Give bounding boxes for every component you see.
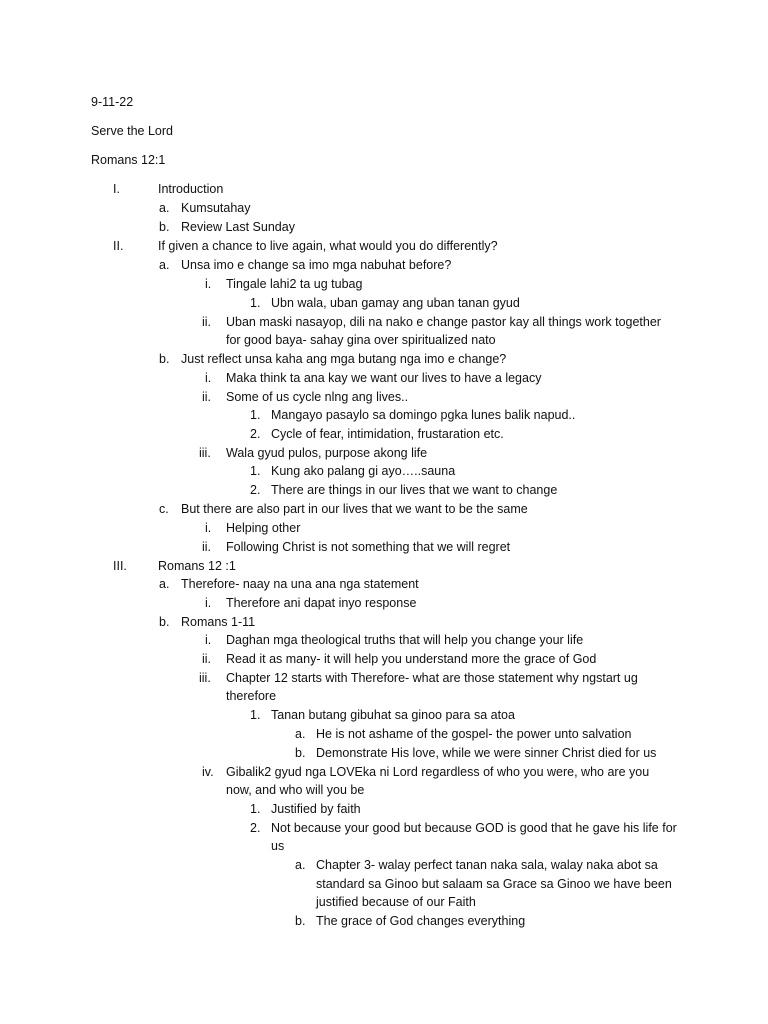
outline-text: Just reflect unsa kaha ang mga butang nga imo e change? bbox=[181, 352, 507, 366]
outline-marker: b. bbox=[295, 746, 306, 760]
outline-marker: 1. bbox=[250, 464, 261, 478]
outline-text: The grace of God changes everything bbox=[316, 914, 526, 928]
outline-marker: a. bbox=[159, 258, 170, 272]
outline-text: justified because of our Faith bbox=[316, 895, 476, 909]
outline-marker: b. bbox=[159, 220, 170, 234]
outline-text: Tingale lahi2 ta ug tubag bbox=[226, 277, 363, 291]
outline-text: There are things in our lives that we want to change bbox=[271, 483, 558, 497]
outline-marker: ii. bbox=[202, 652, 212, 666]
outline-text: Mangayo pasaylo sa domingo pgka lunes balik napud.. bbox=[271, 408, 576, 422]
outline-text: Romans 1-11 bbox=[181, 615, 256, 629]
outline-text: Not because your good but because GOD is good that he gave his life for bbox=[271, 821, 677, 835]
outline-marker: a. bbox=[295, 858, 306, 872]
outline-marker: I. bbox=[113, 182, 120, 196]
outline-text: Daghan mga theological truths that will help you change your life bbox=[226, 633, 584, 647]
outline-marker: ii. bbox=[202, 315, 212, 329]
outline-marker: 1. bbox=[250, 408, 261, 422]
outline-text: Demonstrate His love, while we were sinner Christ died for us bbox=[316, 746, 657, 760]
outline-marker: ii. bbox=[202, 540, 212, 554]
outline-text: Kung ako palang gi ayo…..sauna bbox=[271, 464, 456, 478]
outline-text: Romans 12 :1 bbox=[158, 559, 236, 573]
outline-marker: b. bbox=[159, 352, 170, 366]
outline-marker: i. bbox=[205, 277, 212, 291]
outline-marker: II. bbox=[113, 239, 124, 253]
outline-text: for good baya- sahay gina over spiritualized nato bbox=[226, 333, 496, 347]
outline-text: Review Last Sunday bbox=[181, 220, 295, 234]
outline-text: Maka think ta ana kay we want our lives to have a legacy bbox=[226, 371, 542, 385]
outline-text: Unsa imo e change sa imo mga nabuhat before? bbox=[181, 258, 452, 272]
outline-text: us bbox=[271, 839, 285, 853]
outline-text: Some of us cycle nlng ang lives.. bbox=[226, 390, 409, 404]
scripture-reference: Romans 12:1 bbox=[91, 153, 166, 167]
outline-text: Introduction bbox=[158, 182, 224, 196]
outline-text: Read it as many- it will help you understand more the grace of God bbox=[226, 652, 597, 666]
outline-marker: III. bbox=[113, 559, 127, 573]
outline-text: standard sa Ginoo but salaam sa Grace sa Ginoo we have been bbox=[316, 877, 672, 891]
outline-marker: i. bbox=[205, 521, 212, 535]
outline-marker: c. bbox=[159, 502, 169, 516]
outline-text: Therefore ani dapat inyo response bbox=[226, 596, 417, 610]
outline-marker: iii. bbox=[199, 671, 211, 685]
outline-text: Chapter 12 starts with Therefore- what are those statement why ngstart ug bbox=[226, 671, 638, 685]
outline-marker: 1. bbox=[250, 296, 261, 310]
outline-marker: i. bbox=[205, 596, 212, 610]
outline-marker: i. bbox=[205, 371, 212, 385]
outline-text: Cycle of fear, intimidation, frustaration etc. bbox=[271, 427, 504, 441]
outline-marker: 2. bbox=[250, 427, 261, 441]
outline-marker: ii. bbox=[202, 390, 212, 404]
outline-marker: b. bbox=[295, 914, 306, 928]
outline-text: Following Christ is not something that we will regret bbox=[226, 540, 511, 554]
outline-marker: a. bbox=[295, 727, 306, 741]
outline-text: Ubn wala, uban gamay ang uban tanan gyud bbox=[271, 296, 520, 310]
outline-text: Gibalik2 gyud nga LOVEka ni Lord regardless of who you were, who are you bbox=[226, 765, 650, 779]
document-date: 9-11-22 bbox=[91, 95, 134, 109]
outline-text: Kumsutahay bbox=[181, 201, 251, 215]
outline-marker: 2. bbox=[250, 821, 261, 835]
outline-marker: a. bbox=[159, 201, 170, 215]
outline-text: If given a chance to live again, what would you do differently? bbox=[158, 239, 498, 253]
outline-text: now, and who will you be bbox=[226, 783, 365, 797]
outline-text: Uban maski nasayop, dili na nako e change pastor kay all things work together bbox=[226, 315, 661, 329]
outline-text: therefore bbox=[226, 689, 277, 703]
outline-marker: iv. bbox=[202, 765, 214, 779]
outline-marker: iii. bbox=[199, 446, 211, 460]
outline-marker: a. bbox=[159, 577, 170, 591]
outline-text: He is not ashame of the gospel- the power unto salvation bbox=[316, 727, 632, 741]
outline-text: Therefore- naay na una ana nga statement bbox=[181, 577, 419, 591]
outline-text: Helping other bbox=[226, 521, 301, 535]
outline-marker: b. bbox=[159, 615, 170, 629]
outline-marker: i. bbox=[205, 633, 212, 647]
outline-text: But there are also part in our lives that we want to be the same bbox=[181, 502, 528, 516]
outline-marker: 1. bbox=[250, 802, 261, 816]
outline-marker: 1. bbox=[250, 708, 261, 722]
outline-text: Tanan butang gibuhat sa ginoo para sa atoa bbox=[271, 708, 515, 722]
outline-text: Justified by faith bbox=[271, 802, 361, 816]
outline-marker: 2. bbox=[250, 483, 261, 497]
document-title: Serve the Lord bbox=[91, 124, 173, 138]
outline-text: Wala gyud pulos, purpose akong life bbox=[226, 446, 428, 460]
outline-text: Chapter 3- walay perfect tanan naka sala, walay naka abot sa bbox=[316, 858, 658, 872]
